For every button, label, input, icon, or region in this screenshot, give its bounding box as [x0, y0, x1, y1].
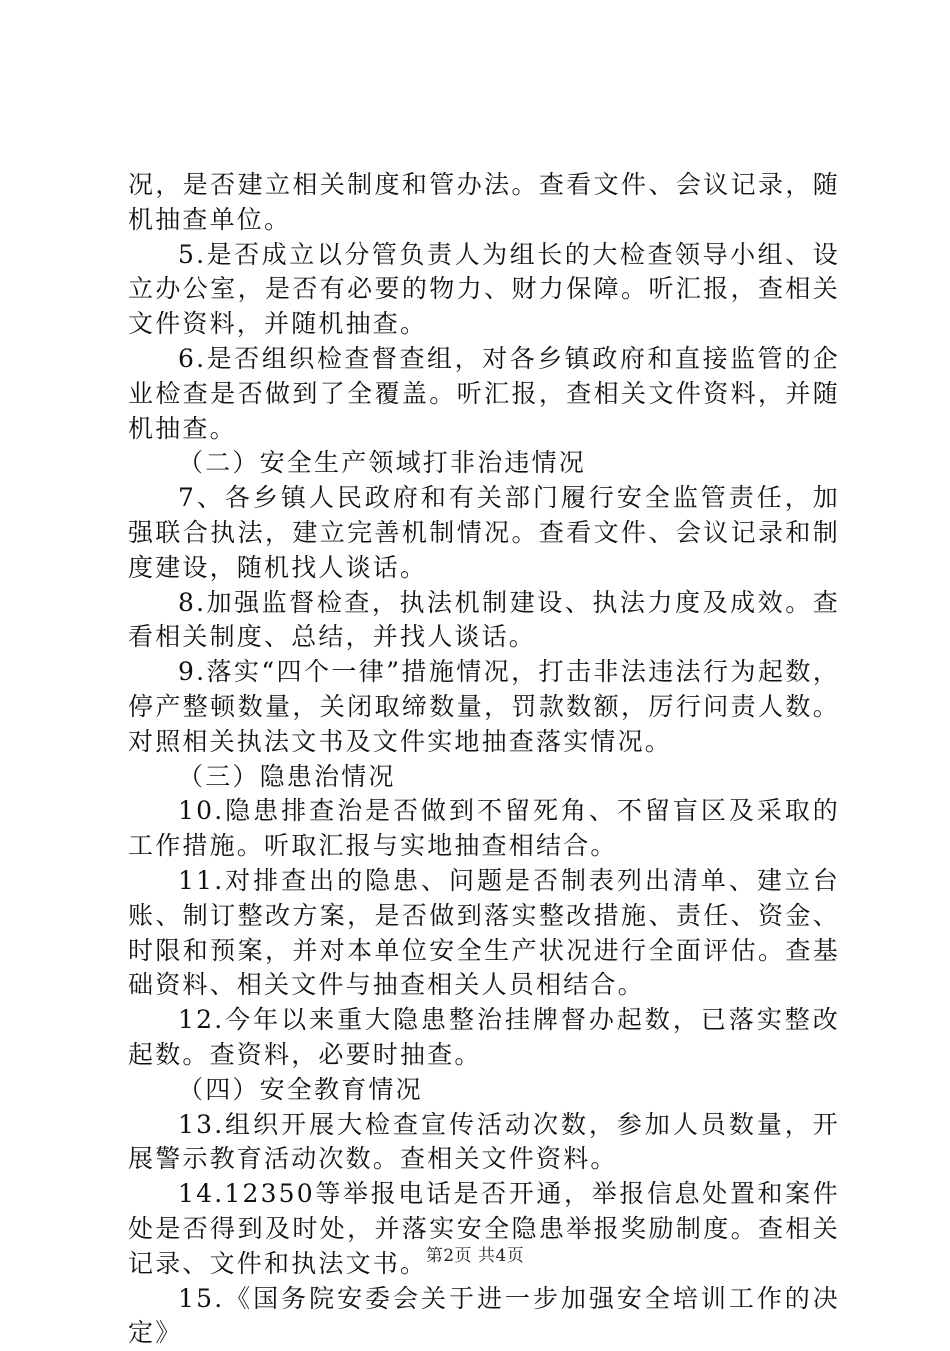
paragraph-item-13: 13.组织开展大检查宣传活动次数，参加人员数量，开展警示教育活动次数。查相关文件资料。 [128, 1108, 840, 1178]
paragraph-item-11: 11.对排查出的隐患、问题是否制表列出清单、建立台账、制订整改方案，是否做到落实整改措施、责任、资金、时限和预案，并对本单位安全生产状况进行全面评估。查基础资料、相关文件与抽查相关人员相结合。 [128, 864, 840, 1003]
section-heading-4: （四）安全教育情况 [128, 1073, 840, 1108]
paragraph-continuation: 况，是否建立相关制度和管办法。查看文件、会议记录，随机抽查单位。 [128, 168, 840, 238]
paragraph-item-7: 7、各乡镇人民政府和有关部门履行安全监管责任，加强联合执法，建立完善机制情况。查看文件、会议记录和制度建设，随机找人谈话。 [128, 481, 840, 585]
paragraph-item-14: 14.12350等举报电话是否开通，举报信息处置和案件处是否得到及时处，并落实安全隐患举报奖励制度。查相关记录、文件和执法文书。 [128, 1177, 840, 1281]
paragraph-item-12: 12.今年以来重大隐患整治挂牌督办起数，已落实整改起数。查资料，必要时抽查。 [128, 1003, 840, 1073]
paragraph-item-15: 15.《国务院安委会关于进一步加强安全培训工作的决定》 [128, 1282, 840, 1351]
paragraph-item-8: 8.加强监督检查，执法机制建设、执法力度及成效。查看相关制度、总结，并找人谈话。 [128, 586, 840, 656]
document-body [128, 168, 840, 1351]
paragraph-item-5: 5.是否成立以分管负责人为组长的大检查领导小组、设立办公室，是否有必要的物力、财力保障。听汇报，查相关文件资料，并随机抽查。 [128, 238, 840, 342]
paragraph-item-10: 10.隐患排查治是否做到不留死角、不留盲区及采取的工作措施。听取汇报与实地抽查相结合。 [128, 794, 840, 864]
page-footer: 第2页 共4页 [0, 1241, 950, 1266]
section-heading-2: （二）安全生产领域打非治违情况 [128, 446, 840, 481]
paragraph-item-6: 6.是否组织检查督查组，对各乡镇政府和直接监管的企业检查是否做到了全覆盖。听汇报，查相关文件资料，并随机抽查。 [128, 342, 840, 446]
paragraph-item-9: 9.落实“四个一律”措施情况，打击非法违法行为起数，停产整顿数量，关闭取缔数量，罚款数额，厉行问责人数。对照相关执法文书及文件实地抽查落实情况。 [128, 655, 840, 759]
section-heading-3: （三）隐患治情况 [128, 760, 840, 795]
